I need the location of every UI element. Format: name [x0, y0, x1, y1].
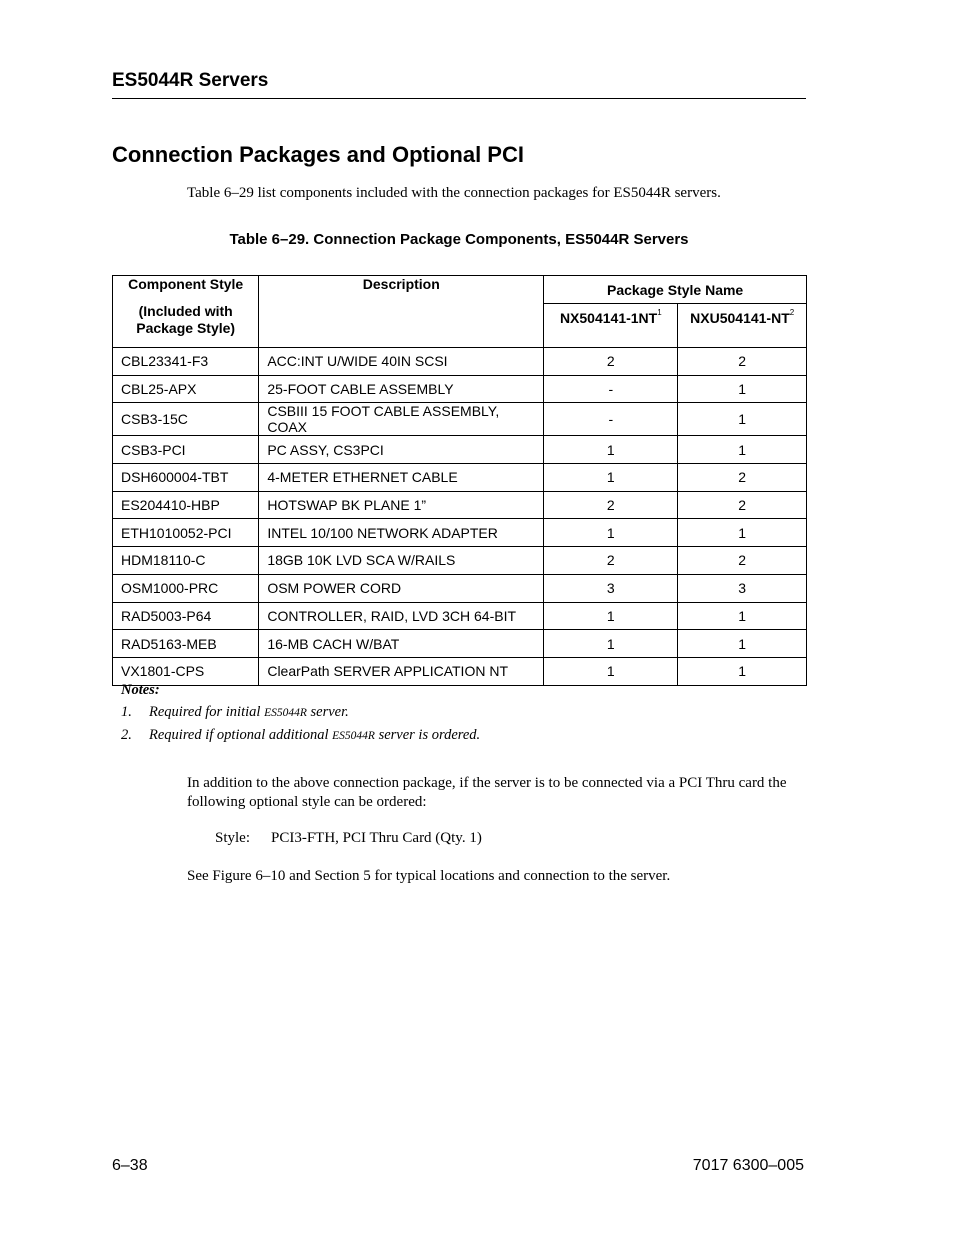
table-row	[113, 547, 807, 575]
cell-col-a: 3	[544, 574, 678, 602]
cell-col-b: 1	[678, 657, 807, 685]
see-paragraph: See Figure 6–10 and Section 5 for typical locations and connection to the server.	[187, 868, 671, 884]
cell-col-a: 1	[544, 630, 678, 658]
notes-heading: Notes:	[121, 682, 160, 698]
cell-description: CONTROLLER, RAID, LVD 3CH 64-BIT	[259, 602, 544, 630]
header-description: Description	[259, 276, 544, 348]
cell-description: 16-MB CACH W/BAT	[259, 630, 544, 658]
cell-description: 18GB 10K LVD SCA W/RAILS	[259, 547, 544, 575]
cell-col-a: 1	[544, 657, 678, 685]
style-label: Style:	[215, 830, 251, 846]
cell-col-a: 2	[544, 348, 678, 376]
cell-description: INTEL 10/100 NETWORK ADAPTER	[259, 519, 544, 547]
note-number: 2.	[121, 727, 132, 743]
table-row	[113, 602, 807, 630]
table-row	[113, 348, 807, 376]
table-row	[113, 436, 807, 464]
cell-col-b: 2	[678, 547, 807, 575]
table-row	[113, 574, 807, 602]
note-text: Required if optional additional ES5044R server is ordered.	[149, 727, 481, 743]
cell-col-b: 1	[678, 519, 807, 547]
page-number: 6–38	[112, 1157, 148, 1174]
cell-col-a: 1	[544, 436, 678, 464]
notes	[121, 682, 480, 750]
cell-description: PC ASSY, CS3PCI	[259, 436, 544, 464]
cell-col-a: -	[544, 375, 678, 403]
cell-description: 25-FOOT CABLE ASSEMBLY	[259, 375, 544, 403]
style-line	[215, 830, 482, 847]
cell-col-a: 2	[544, 547, 678, 575]
cell-component-style: RAD5003-P64	[113, 602, 259, 630]
table-row	[113, 491, 807, 519]
style-value: PCI3-FTH, PCI Thru Card (Qty. 1)	[271, 830, 482, 846]
header-col-a-label: NX504141-1NT	[559, 310, 658, 326]
cell-col-b: 1	[678, 630, 807, 658]
header-col-a	[544, 304, 678, 348]
cell-description: OSM POWER CORD	[259, 574, 544, 602]
header-component-style-label: Component Style	[128, 276, 244, 292]
table-row	[113, 375, 807, 403]
cell-component-style: CSB3-PCI	[113, 436, 259, 464]
cell-description: HOTSWAP BK PLANE 1”	[259, 491, 544, 519]
note-number: 1.	[121, 704, 132, 720]
cell-component-style: CBL25-APX	[113, 375, 259, 403]
cell-component-style: VX1801-CPS	[113, 657, 259, 685]
cell-component-style: ETH1010052-PCI	[113, 519, 259, 547]
cell-col-a: -	[544, 403, 678, 436]
cell-col-b: 1	[678, 375, 807, 403]
addition-paragraph: In addition to the above connection package, if the server is to be connected via a PCI Thru card the following optional style can be ordered:	[187, 775, 787, 810]
header-col-a-note: 1	[657, 308, 662, 317]
table-row	[113, 464, 807, 492]
table-caption: Table 6–29. Connection Package Components, ES5044R Servers	[229, 231, 689, 248]
cell-component-style: ES204410-HBP	[113, 491, 259, 519]
cell-col-b: 2	[678, 464, 807, 492]
cell-description: 4-METER ETHERNET CABLE	[259, 464, 544, 492]
note-item	[121, 727, 480, 750]
cell-component-style: RAD5163-MEB	[113, 630, 259, 658]
running-head: ES5044R Servers	[112, 70, 806, 99]
note-item	[121, 704, 480, 727]
cell-col-b: 3	[678, 574, 807, 602]
table-body	[113, 348, 807, 686]
cell-description: CSBIII 15 FOOT CABLE ASSEMBLY, COAX	[259, 403, 544, 436]
cell-component-style: HDM18110-C	[113, 547, 259, 575]
cell-description: ACC:INT U/WIDE 40IN SCSI	[259, 348, 544, 376]
note-text: Required for initial ES5044R server.	[149, 704, 349, 720]
cell-component-style: CBL23341-F3	[113, 348, 259, 376]
cell-col-b: 2	[678, 348, 807, 376]
header-component-style-sub: (Included with Package Style)	[136, 303, 236, 336]
header-col-b	[678, 304, 807, 348]
cell-description: ClearPath SERVER APPLICATION NT	[259, 657, 544, 685]
cell-col-a: 2	[544, 491, 678, 519]
section-title: Connection Packages and Optional PCI	[112, 142, 524, 167]
components-table	[112, 275, 807, 686]
cell-col-a: 1	[544, 519, 678, 547]
cell-col-b: 1	[678, 436, 807, 464]
cell-col-b: 2	[678, 491, 807, 519]
cell-component-style: DSH600004-TBT	[113, 464, 259, 492]
header-col-b-note: 2	[789, 308, 795, 317]
cell-component-style: OSM1000-PRC	[113, 574, 259, 602]
cell-col-a: 1	[544, 464, 678, 492]
header-col-b-label: NXU504141-NT	[690, 310, 790, 326]
document-number: 7017 6300–005	[692, 1157, 804, 1174]
table-row	[113, 657, 807, 685]
intro-paragraph: Table 6–29 list components included with the connection packages for ES5044R servers.	[187, 185, 721, 201]
cell-component-style: CSB3-15C	[113, 403, 259, 436]
table-row	[113, 630, 807, 658]
table-row	[113, 403, 807, 436]
header-package-style-name: Package Style Name	[544, 276, 807, 304]
table-row	[113, 519, 807, 547]
cell-col-a: 1	[544, 602, 678, 630]
header-component-style	[113, 276, 259, 348]
cell-col-b: 1	[678, 403, 807, 436]
cell-col-b: 1	[678, 602, 807, 630]
